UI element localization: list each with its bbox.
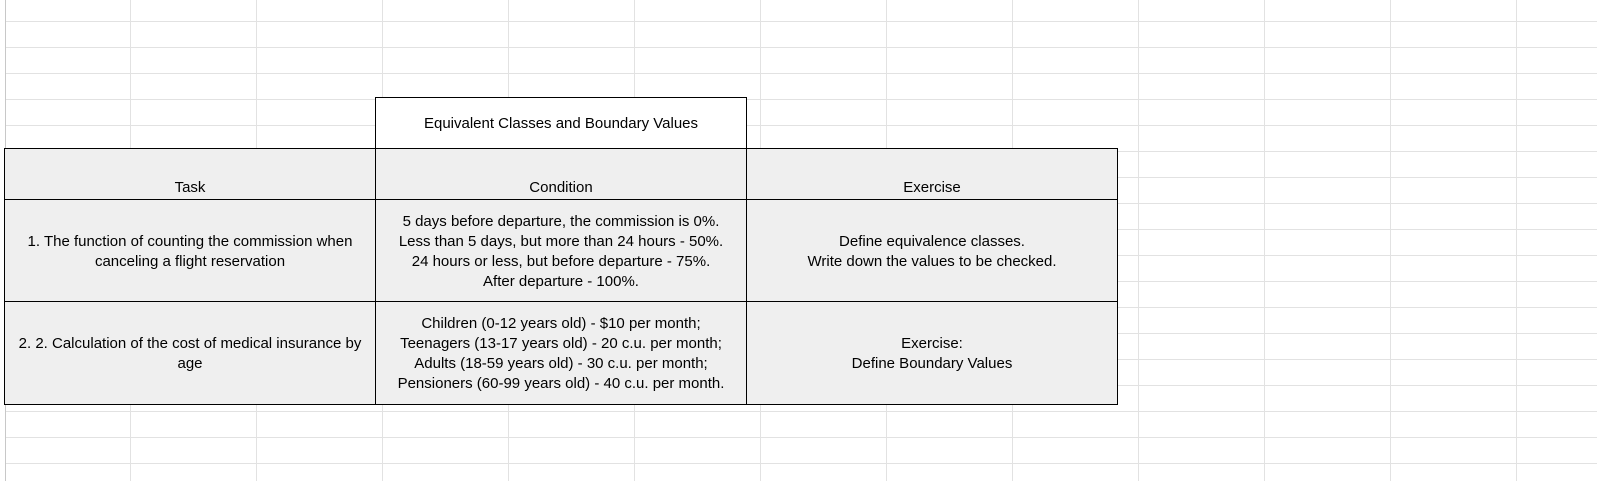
row1-exercise-text: Define equivalence classes. Write down the values to be checked.: [807, 233, 1057, 270]
row2-exercise-text: Exercise: Define Boundary Values: [851, 335, 1013, 372]
row2-task-cell[interactable]: [4, 301, 376, 405]
row2-exercise-cell[interactable]: [746, 301, 1118, 405]
row1-condition-cell[interactable]: [375, 199, 747, 303]
header-cell-exercise[interactable]: [746, 148, 1118, 201]
title-cell-text: Equivalent Classes and Boundary Values: [423, 114, 699, 132]
row1-condition-text: 5 days before departure, the commission is 0%. Less than 5 days, but more than 24 hours - 50%. 24 hours or less, but before departure - 75%. After departure - 100%.: [398, 213, 724, 290]
row1-task-text: 1. The function of counting the commission when canceling a flight reservation: [27, 233, 353, 270]
header-task-text: Task: [174, 179, 206, 196]
header-cell-condition[interactable]: [375, 148, 747, 201]
header-cell-task[interactable]: [4, 148, 376, 201]
row1-exercise-cell[interactable]: [746, 199, 1118, 303]
row2-task-text: 2. 2. Calculation of the cost of medical insurance by age: [18, 335, 362, 372]
header-exercise-text: Exercise: [903, 179, 961, 196]
row1-task-cell[interactable]: [4, 199, 376, 303]
row2-condition-cell[interactable]: [375, 301, 747, 405]
row2-condition-text: Children (0-12 years old) - $10 per month; Teenagers (13-17 years old) - 20 c.u. per month; Adults (18-59 years old) - 30 c.u. per month; Pensioners (60-99 years old) - 40 c.u. per month.: [397, 315, 725, 392]
title-cell[interactable]: [375, 97, 747, 150]
header-condition-text: Condition: [529, 179, 593, 196]
